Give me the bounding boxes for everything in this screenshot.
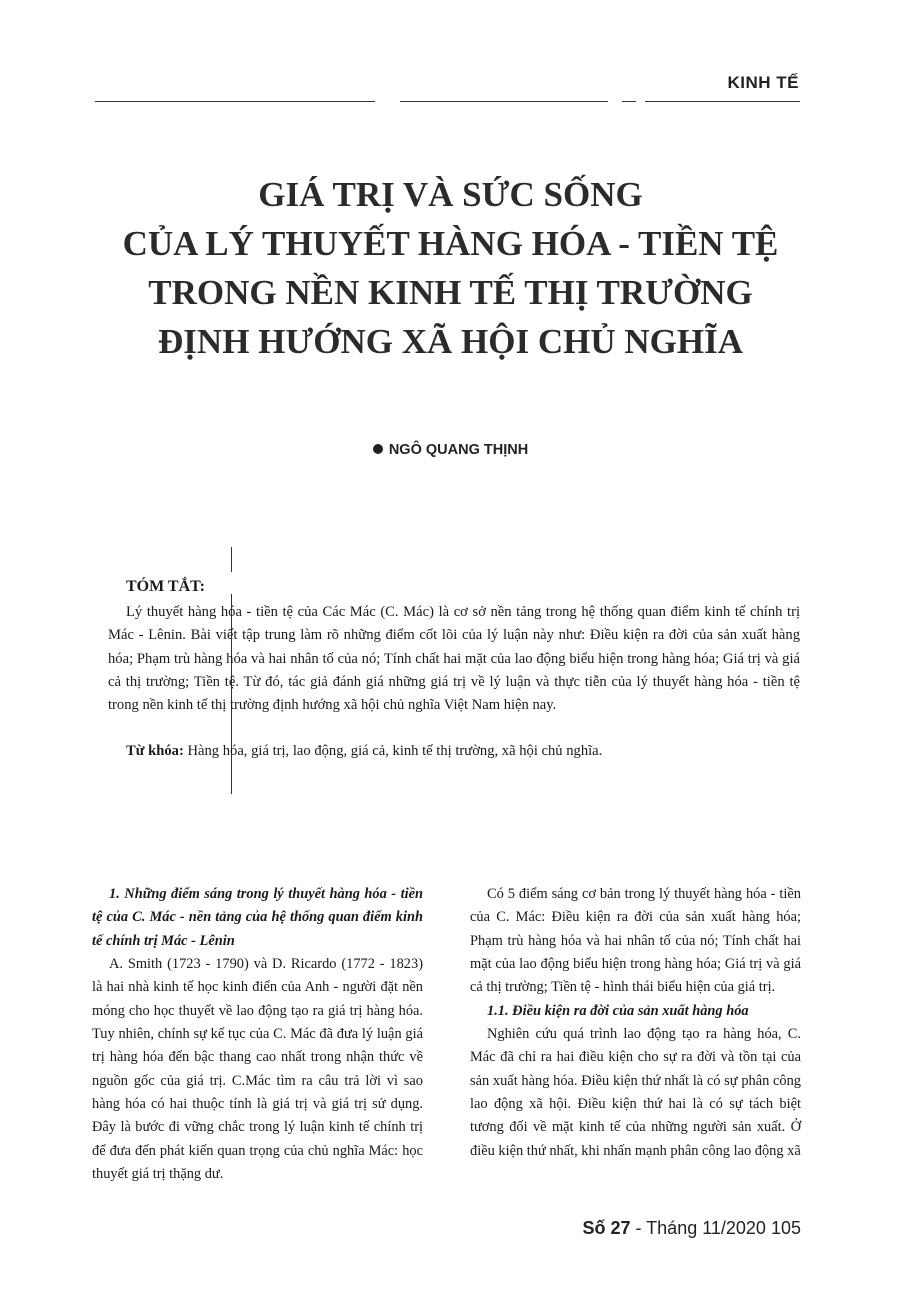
title-line: GIÁ TRỊ VÀ SỨC SỐNG [258, 175, 643, 214]
subsection-heading: 1.1. Điều kiện ra đời của sản xuất hàng hóa [487, 1002, 749, 1019]
abstract-body: Lý thuyết hàng hóa - tiền tệ của Các Mác (C. Mác) là cơ sở nền tảng trong hệ thống quan điểm kinh tế chính trị Mác - Lênin. Bài viết tập trung làm rõ những điểm cốt lõi của lý luận này như: Điều kiện ra đời của sản xuất hàng hóa; Phạm trù hàng hóa và hai nhân tố của nó; Tính chất hai mặt của lao động biểu hiện trong hàng hóa; Giá trị và giá cả thị trường; Tiền tệ. Từ đó, tác giả đánh giá những giá trị về lý luận và thực tiễn của lý thuyết hàng hóa - tiền tệ trong nền kinh tế thị trường định hướng xã hội chủ nghĩa Việt Nam hiện nay. [108, 604, 800, 714]
page-number: 105 [770, 1218, 801, 1238]
bullet-icon [373, 444, 383, 454]
issue-number: Số 27 [582, 1218, 631, 1238]
left-column [92, 883, 423, 1186]
header-rule [622, 101, 636, 102]
keywords-list: Hàng hóa, giá trị, lao động, giá cả, kinh tế thị trường, xã hội chủ nghĩa. [183, 743, 603, 759]
keywords-label: Từ khóa: [126, 743, 184, 759]
abstract-heading: TÓM TẮT: [126, 578, 205, 595]
page-footer [582, 1218, 801, 1239]
title-line: CỦA LÝ THUYẾT HÀNG HÓA - TIỀN TỆ [122, 224, 779, 263]
body-paragraph: A. Smith (1723 - 1790) và D. Ricardo (1772 - 1823) là hai nhà kinh tế học kinh điển của Anh - người đặt nền móng cho học thuyết về lao động tạo ra giá trị hàng hóa. Tuy nhiên, chính sự kế tục của C. Mác đã đưa lý luận giá trị hàng hóa đến bậc thang cao nhất trong nhận thức về nguồn gốc của giá trị. C.Mác tìm ra câu trả lời vì sao hàng hóa có hai thuộc tính là giá trị và giá trị sử dụng. Đây là bước đi vững chắc trong lý luận kinh tế chính trị để đưa đến phát kiến quan trọng của chủ nghĩa Mác: học thuyết giá trị thặng dư. [92, 956, 423, 1183]
article-title [0, 170, 901, 366]
scan-mark-line [231, 547, 232, 572]
section-heading: 1. Những điểm sáng trong lý thuyết hàng hóa - tiền tệ của C. Mác - nền tảng của hệ thống quan điểm kinh tế chính trị Mác - Lênin [92, 886, 423, 949]
body-paragraph: Có 5 điểm sáng cơ bản trong lý thuyết hàng hóa - tiền của C. Mác: Điều kiện ra đời của sản xuất hàng hóa; Phạm trù hàng hóa và hai nhân tố của nó; Tính chất hai mặt của lao động biểu hiện trong hàng hóa; Giá trị và giá cả thị trường; Tiền tệ - hình thái biểu hiện của giá trị. [470, 886, 801, 996]
author-name: NGÔ QUANG THỊNH [388, 442, 529, 458]
title-line: TRONG NỀN KINH TẾ THỊ TRƯỜNG [148, 273, 753, 312]
author-byline [0, 442, 901, 458]
header-rule [400, 101, 608, 102]
section-label: KINH TẾ [727, 73, 799, 92]
header-rule [95, 101, 375, 102]
right-column [470, 883, 801, 1163]
title-line: ĐỊNH HƯỚNG XÃ HỘI CHỦ NGHĨA [158, 322, 743, 361]
issue-date: - Tháng 11/2020 [630, 1218, 771, 1238]
header-rule [645, 101, 800, 102]
body-paragraph: Nghiên cứu quá trình lao động tạo ra hàng hóa, C. Mác đã chỉ ra hai điều kiện cho sự ra đời và tồn tại của sản xuất hàng hóa. Điều kiện thứ nhất là có sự phân công lao động xã hội. Điều kiện thứ hai là có sự tách biệt tương đối về mặt kinh tế của những người sản xuất. Ở điều kiện thứ nhất, khi nhấn mạnh phân công lao động xã [470, 1026, 801, 1159]
keywords [126, 740, 800, 763]
